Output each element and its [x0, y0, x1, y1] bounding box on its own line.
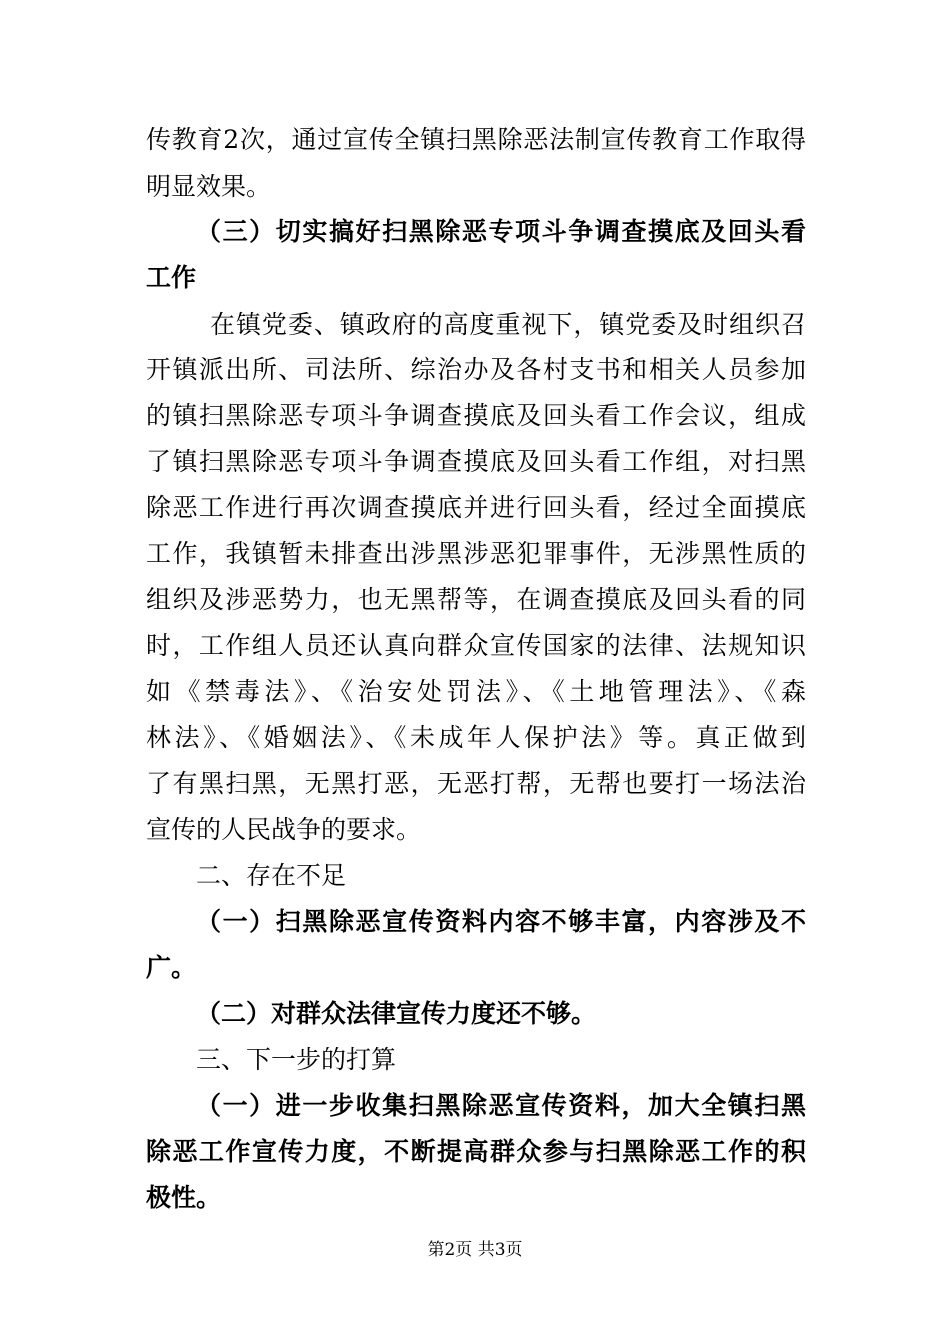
body-line: 组织及涉恶势力，也无黑帮等，在调查摸底及回头看的同 — [146, 585, 806, 614]
page-footer: 第2页 共3页 — [427, 1240, 523, 1260]
body-line: 林法》、《婚姻法》、《未成年人保护法》等。真正做到 — [146, 723, 806, 752]
body-line: 工作，我镇暂未排查出涉黑涉恶犯罪事件，无涉黑性质的 — [146, 539, 806, 568]
section-heading: （三）切实搞好扫黑除恶专项斗争调查摸底及回头看 — [196, 217, 806, 246]
subsection-heading: （一）进一步收集扫黑除恶宣传资料，加大全镇扫黑 — [196, 1091, 806, 1120]
body-line: 如《禁毒法》、《治安处罚法》、《土地管理法》、《森 — [146, 677, 806, 706]
body-line: 时，工作组人员还认真向群众宣传国家的法律、法规知识 — [146, 631, 806, 660]
body-line: 开镇派出所、司法所、综治办及各村支书和相关人员参加 — [146, 355, 806, 384]
body-line: 了镇扫黑除恶专项斗争调查摸底及回头看工作组，对扫黑 — [146, 447, 806, 476]
body-line: 明显效果。 — [146, 172, 272, 201]
subsection-heading: （一）扫黑除恶宣传资料内容不够丰富，内容涉及不 — [196, 907, 806, 936]
subsection-heading: （二）对群众法律宣传力度还不够。 — [196, 999, 597, 1028]
section-heading: 三、下一步的打算 — [196, 1045, 397, 1074]
body-line: 的镇扫黑除恶专项斗争调查摸底及回头看工作会议，组成 — [146, 401, 806, 430]
subsection-heading: 极性。 — [146, 1183, 222, 1212]
body-line: 了有黑扫黑，无黑打恶，无恶打帮，无帮也要打一场法治 — [146, 769, 806, 798]
subsection-heading: 除恶工作宣传力度，不断提高群众参与扫黑除恶工作的积 — [146, 1137, 806, 1166]
body-line: 传教育2次，通过宣传全镇扫黑除恶法制宣传教育工作取得 — [146, 125, 806, 154]
section-heading: 工作 — [146, 263, 197, 292]
body-line: 除恶工作进行再次调查摸底并进行回头看，经过全面摸底 — [146, 493, 806, 522]
body-line: 宣传的人民战争的要求。 — [146, 815, 422, 844]
body-line: 在镇党委、镇政府的高度重视下，镇党委及时组织召 — [210, 310, 806, 339]
subsection-heading: 广。 — [146, 953, 197, 982]
section-heading: 二、存在不足 — [196, 861, 347, 890]
